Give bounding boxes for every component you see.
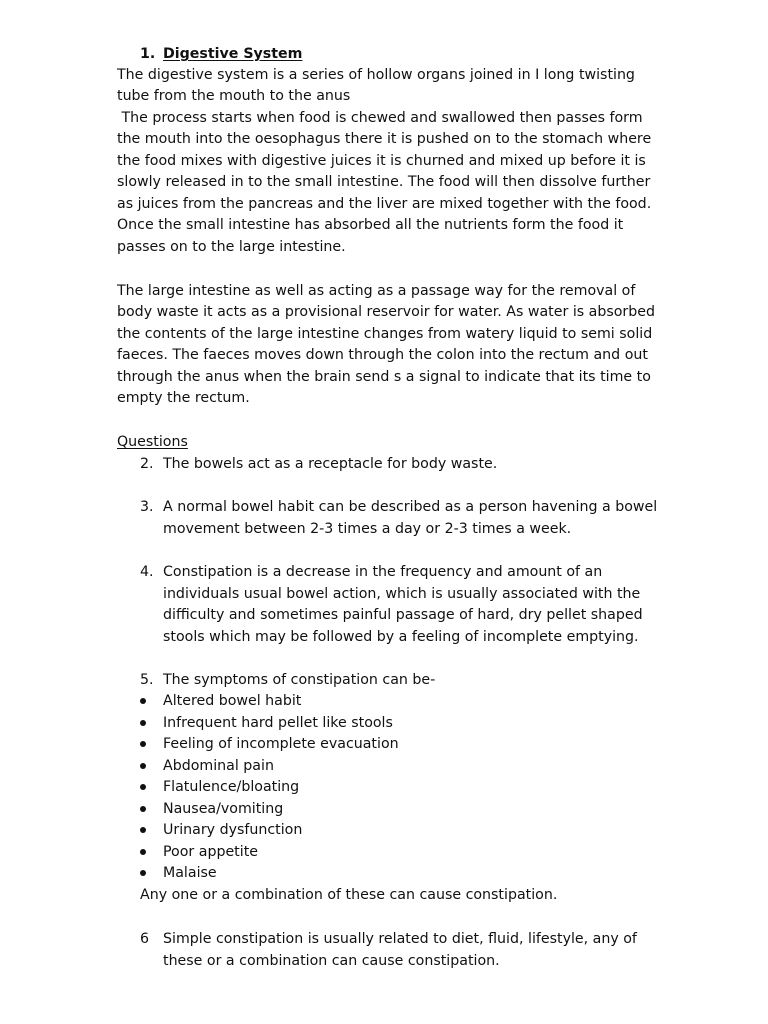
paragraph-line: slowly released in to the small intestine. The food will then dissolve further [117,174,651,190]
bullet-icon [140,784,146,790]
list-item-text: Malaise [163,865,217,881]
paragraph-line: faeces. The faeces moves down through the colon into the rectum and out [117,347,648,363]
symptoms-note: Any one or a combination of these can cause constipation. [140,887,558,903]
paragraph-line: empty the rectum. [117,390,250,406]
list-item-text: Poor appetite [163,844,258,860]
paragraph-line: the contents of the large intestine changes from watery liquid to semi solid [117,326,653,342]
bullet-icon [140,763,146,769]
question-line: Simple constipation is usually related to diet, fluid, lifestyle, any of [163,931,637,947]
paragraph-line: through the anus when the brain send s a signal to indicate that its time to [117,369,651,385]
bullet-icon [140,720,146,726]
question-line: these or a combination can cause constipation. [163,953,500,969]
question-line: difficulty and sometimes painful passage of hard, dry pellet shaped [163,607,643,623]
list-item-text: Flatulence/bloating [163,779,300,795]
question-line: The symptoms of constipation can be- [163,672,436,688]
paragraph-line: the mouth into the oesophagus there it is pushed on to the stomach where [117,131,652,147]
bullet-icon [140,827,146,833]
paragraph-line: The large intestine as well as acting as a passage way for the removal of [117,283,636,299]
paragraph-line: The digestive system is a series of hollow organs joined in I long twisting [117,67,635,83]
question-line: The bowels act as a receptacle for body waste. [163,456,498,472]
paragraph-line: as juices from the pancreas and the liver are mixed together with the food. [117,196,652,212]
list-item-text: Abdominal pain [163,758,274,774]
question-number: 4. [140,564,154,580]
questions-heading: Questions [117,434,188,450]
paragraph-line: the food mixes with digestive juices it is churned and mixed up before it is [117,153,646,169]
list-item-text: Infrequent hard pellet like stools [163,715,393,731]
paragraph-line: The process starts when food is chewed and swallowed then passes form [117,110,643,126]
question-number: 2. [140,456,154,472]
list-item-text: Altered bowel habit [163,693,302,709]
paragraph-line: tube from the mouth to the anus [117,88,351,104]
paragraph-line: body waste it acts as a provisional reservoir for water. As water is absorbed [117,304,656,320]
list-item-text: Feeling of incomplete evacuation [163,736,399,752]
paragraph-line: passes on to the large intestine. [117,239,346,255]
question-number: 3. [140,499,154,515]
list-item-text: Urinary dysfunction [163,822,303,838]
page-title: Digestive System [163,46,303,62]
paragraph-line: Once the small intestine has absorbed all the nutrients form the food it [117,217,624,233]
question-line: Constipation is a decrease in the frequency and amount of an [163,564,603,580]
heading-number: 1. [140,46,156,62]
bullet-icon [140,849,146,855]
question-number: 6 [140,931,150,947]
question-line: movement between 2-3 times a day or 2-3 times a week. [163,521,572,537]
question-line: individuals usual bowel action, which is usually associated with the [163,586,641,602]
bullet-icon [140,870,146,876]
question-number: 5. [140,672,154,688]
bullet-icon [140,806,146,812]
question-line: stools which may be followed by a feeling of incomplete emptying. [163,629,639,645]
bullet-icon [140,698,146,704]
bullet-icon [140,741,146,747]
question-line: A normal bowel habit can be described as a person havening a bowel [163,499,658,515]
list-item-text: Nausea/vomiting [163,801,284,817]
